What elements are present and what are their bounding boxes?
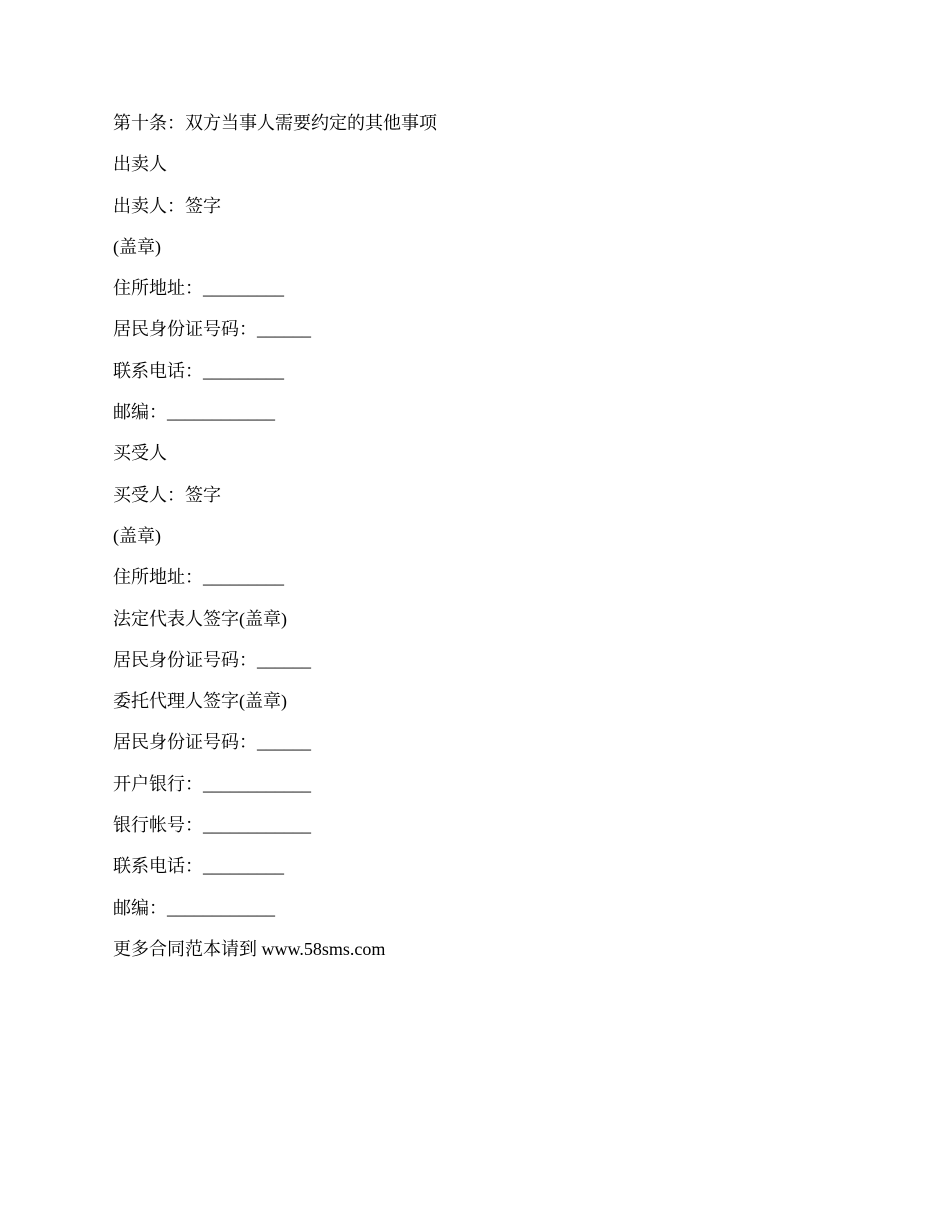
seller-postcode-line: 邮编：____________ [113,402,275,423]
article-ten-heading: 第十条：双方当事人需要约定的其他事项 [113,113,437,133]
buyer-seal-line: (盖章) [113,525,161,546]
seller-id-number-line: 居民身份证号码：______ [113,319,311,340]
document-body [113,108,833,975]
seller-signature-line: 出卖人：签字 [113,195,221,216]
bank-name-line: 开户银行：____________ [113,773,311,794]
buyer-signature-line: 买受人：签字 [113,484,221,505]
bank-account-line: 银行帐号：____________ [113,815,311,836]
legal-representative-signature-line: 法定代表人签字(盖章) [113,608,287,629]
more-templates-footer: 更多合同范本请到 www.58sms.com [113,938,386,959]
buyer-phone-line: 联系电话：_________ [113,856,284,877]
buyer-id-number-line: 居民身份证号码：______ [113,649,311,670]
agent-id-number-line: 居民身份证号码：______ [113,732,311,753]
seller-section-title: 出卖人 [113,154,167,175]
seller-phone-line: 联系电话：_________ [113,360,284,381]
buyer-section-title: 买受人 [113,443,167,464]
buyer-postcode-line: 邮编：____________ [113,897,275,918]
authorized-agent-signature-line: 委托代理人签字(盖章) [113,691,287,712]
seller-address-line: 住所地址：_________ [113,278,284,299]
buyer-address-line: 住所地址：_________ [113,567,284,588]
seller-seal-line: (盖章) [113,236,161,257]
